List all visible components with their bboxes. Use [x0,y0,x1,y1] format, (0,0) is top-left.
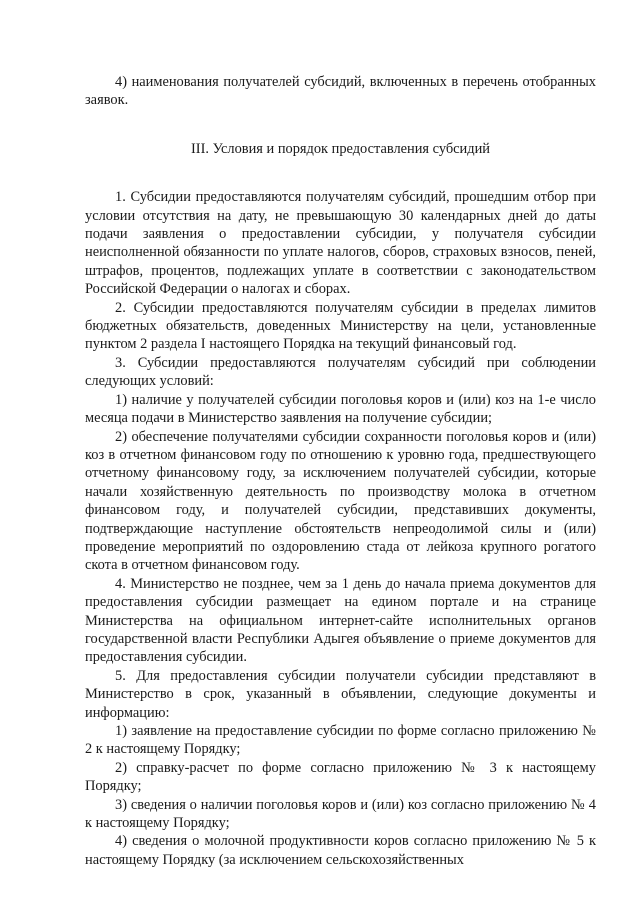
paragraph-3-item2: 2) обеспечение получателями субсидии сохранности поголовья коров и (или) коз в отчетном финансовом году по отношению к уровню года, предшествующего отчетному финансовому году, за исключением получателей субсидии, которые начали хозяйственную деятельность по производству молока в отчетном финансовом году, и получателей субсидии, представивших документы, подтверждающие наступление обстоятельств непреодолимой силы и (или) проведение мероприятий по оздоровлению стада от лейкоза крупного рогатого скота в отчетном финансовом году. [85,428,596,574]
paragraph-3: 3. Субсидии предоставляются получателям субсидий при соблюдении следующих условий: [85,354,596,390]
section-heading: III. Условия и порядок предоставления субсидий [191,140,490,157]
paragraph-2: 2. Субсидии предоставляются получателям субсидии в пределах лимитов бюджетных обязательств, доведенных Министерству на цели, установленные пунктом 2 раздела I настоящего Порядка на текущий финансовый год. [85,299,596,353]
paragraph-5-item1: 1) заявление на предоставление субсидии по форме согласно приложению № 2 к настоящему Порядку; [85,723,596,758]
paragraph-5-item4: 4) сведения о молочной продуктивности коров согласно приложению № 5 к настоящему Порядку (за исключением сельскохозяйственных [85,833,596,868]
paragraph-5: 5. Для предоставления субсидии получатели субсидии представляют в Министерство в срок, указанный в объявлении, следующие документы и информацию: [85,667,596,721]
paragraph-3-item1: 1) наличие у получателей субсидии поголовья коров и (или) коз на 1-е число месяца подачи в Министерство заявления на получение субсидии; [85,391,596,427]
paragraph-section2-item4: 4) наименования получателей субсидий, включенных в перечень отобранных заявок. [85,74,596,109]
paragraph-4: 4. Министерство не позднее, чем за 1 день до начала приема документов для предоставления субсидии размещает на едином портале и на странице Министерства на официальном интернет-сайте исполнительных органов государственной власти Республики Адыгея объявление о приеме документов для предоставления субсидии. [85,575,596,666]
paragraph-5-item2: 2) справку-расчет по форме согласно приложению № 3 к настоящему Порядку; [85,759,596,795]
paragraph-1: 1. Субсидии предоставляются получателям субсидий, прошедшим отбор при условии отсутствия на дату, не превышающую 30 календарных дней до даты подачи заявления о предоставлении субсидии, у получателя субсидии неисполненной обязанности по уплате налогов, сборов, страховых взносов, пеней, штрафов, процентов, подлежащих уплате в соответствии с законодательством Российской Федерации о налогах и сборах. [85,189,596,298]
paragraph-5-item3: 3) сведения о наличии поголовья коров и (или) коз согласно приложению № 4 к настоящему Порядку; [85,796,596,832]
